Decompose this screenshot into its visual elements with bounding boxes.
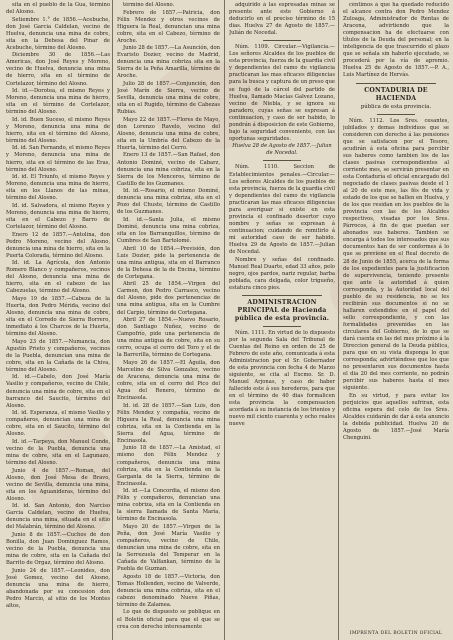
mine-entry: Mayo 22 de 1857.—Flores de Mayo, don Lorenzo Ravelo, vecino del Alosno, denuncia una mina de cobre, sita en la Umbría del Cabezo de la Huerta, término del Cerro. [117, 116, 220, 151]
separator-rule [263, 40, 301, 41]
section-subheading: pública de esta provincia. [360, 103, 432, 110]
mine-entry: Id. id. La Agrícola, don Antonio Romero Blanco y compañeros, vecinos del Alosno, denuncia una mina de hierro, sita en el cabezo de las Cabezuelas, término del Alosno. [6, 260, 110, 295]
mine-entry: Junio 4 de 1857.—Roman, del Alosno, don José Mesa de Bravo, vecino de Sevilla, denuncia una mina, sita en los Aguanideras, término del Alosno. [6, 467, 110, 502]
mine-entry: Id. id.—La Concordia, el mismo don Félix y compañeros, denuncian una mina cobriza, sita en la Contienda en la sierra llamada de Santa María, término de Encinasola. [117, 488, 220, 523]
mine-entry: Id. id. Salvadora, el mismo Reyes y Moreno, denuncia una mina de hierro, sita en el Cabezo y Barro de Cortelazor, término del Alosno. [6, 202, 110, 230]
column-rule [224, 0, 225, 640]
mine-entry: Enero 12 de 1857.—Antolina, don Pedro Moreno, vecino del Alosno, denuncia una mina de hierro, sita en la Puerta Colorada, término del Alosno. [6, 231, 110, 259]
column-3 [229, 2, 335, 634]
mine-entry: Febrero de 1857.—Patricia, don Félix Mendez y otros vecinos de Higuera la Real, denuncian una mina cobre, sita en el Cabezo, término de Aroche. [117, 9, 220, 44]
separator-rule [377, 114, 415, 115]
mine-entry: Junio 8 de 1857.—Cuchos de don Bonilla, don Juan Dominguez Ramos, vecino de la Puebla, denuncia una mina de cobre, sita en la Cañada del Barrito de Orgaz, término del Alosno. [6, 531, 110, 567]
column-rule [112, 0, 113, 640]
notice-1109-date: Huelva 28 de Agosto de 1857.—Julian de Nocedal. [232, 143, 332, 157]
separator-rule [242, 295, 322, 296]
closing-paragraph: Lo que de dispuesto se publique en el Boletín oficial para que el que se crea con derecho interesamente [117, 609, 220, 630]
closing-paragraph: adquirido á las espresadas minas se presente ante este Gobierno á deducirlo en el preciso término de 15 dias. Huelva 27 de Agosto de 1857.—Julián de Nocedal. [229, 2, 335, 37]
mine-entry: Id. id. San Antonio, don Narciso Garcia Caldelan, vecino de Huelva, denuncia una mina, situada en el sitio del Malabrán, término del Alosno. [6, 503, 110, 531]
mine-entry: Id. id.—Santa Julia, el mismo Dominé, denuncia una mina cobriza, sita en los Barranquillos, término de Cumbres de San Bartolomé. [117, 216, 220, 245]
mine-entry: Id. id. Buen Suceso, el mismo Reyes y Moreno, denuncia una mina de hierro, sita en el término del Alosno, término del Alosno. [6, 116, 110, 144]
column-4 [343, 2, 449, 634]
mine-entry: Julio 28 de 1857.—Conjunción, don José Marín de Sierra, vecino de Sevilla, denuncia una mina de cobre, sita en el Rugido, término de Cabezas Rubias. [117, 81, 220, 116]
mine-entry: Abril 27 de 1854.—Nuevo Rosario, don Santiago Nuñez, vecino de Campofrío, pide una pertenencia de una mina antigua de cobre, sita en su cerro, ocupa el cerro del Toro y el de la Barrerilla, término de Cortegana. [117, 317, 220, 359]
mine-entry: Agosto 18 de 1857.—Victoria, don Tomas Hollenden, vecino de Valverde, denuncia una mina cobriza, sita en el cabezo denominado Nueve Piñas, término de Zalamea. [117, 573, 220, 608]
separator-rule [356, 83, 436, 84]
mine-entry: Junio 28 de 1857.—La Asunción, don Evaristo Dozier, vecino de Madrid, denuncia una mina cobriza sita en la Sierra de la Peña Amarilla, término de Aroche. [117, 45, 220, 80]
column-1 [6, 2, 110, 634]
mine-entry: sita en el pueblo de la Gua, término del Alosno. [6, 2, 110, 16]
mine-entry: Mayo 26 de 1857.—El Águila, don Marcelino de Silva Gonzalez, vecino de Aracena, denuncia una mina de cobre, sita en el cerro del Pico del Agua del Renero, término de Encinasola. [117, 359, 220, 402]
mine-entry: Id. id.—Tarpeya, don Manuel Conde, vecino de la Puebla, denuncia una mina de cobre, sita en el Lagunazo, término del Alosno. [6, 438, 110, 466]
notice-1110: Núm. 1110. Seccion de Establecimientos penales.—Circular.—Los señores Alcaldes de los pueblos de esta provincia, fuerza de la guardia civil y dependientes del ramo de vigilancia practicaran las mas eficaces diligencias para averiguar si existe en esta provincia el confinado desertor cuyo nombre y señas se expresan á continuacion; cuidando de remitirlo á mi autoridad caso de ser habido. Huelva 29 de Agosto de 1857.—Julian de Nocedal. [229, 164, 335, 256]
column-2 [117, 2, 220, 634]
mine-entry: Abril 25 de 1854.—Virgen del Carmen, don Pedro Carrasco, vecino del Alosno, pide dos pertenencias de una mina antigua, sita en la Cumbre del Carpio, término de Cortegana. [117, 281, 220, 316]
separator-rule [263, 160, 301, 161]
mine-entry: Mayo 20 de 1857.—Virgen de la Peña, don José María Vasilio y compañeros, vecino de Chile, denuncian una mina de cobre, sita en la Serrezuela del Temperar en la Cañada de Valfankan, término de la Puebla de Guzman. [117, 523, 220, 573]
mine-entry: Junio 18 de 1857.—La Amistad, el mismo don Félix Mendez y compañeros, denuncia una mina cobriza, sita en la Contienda en la Garganta de la Sierra, término de Encinasola. [117, 445, 220, 487]
section-heading-contaduria: CONTADURIA DE HACIENDA [364, 86, 428, 102]
mine-entry: Junio 24 de 1857.—Leonides, don José Gomez, vecino del Alosno, denuncia una mina de hierro, abandonada por su concesion don Pedro Marcio, al sitio de los Montes altos, [6, 567, 110, 609]
mine-entry: Diciembre 30 de 1856.—Las Americas, don José Reyes y Moreno, vecino de Huelva, denuncia una mina de hierro, sita en el término de Cortelazor, término del Alosno. [6, 52, 110, 87]
notice-1111: Núm. 1111. En virtud de lo dispuesto por la segunda Sala del Tribunal de Cuentas del Reino en orden de 25 de Febrero de este año, comunicada á esta Administracion por el Sr. Gobernador de esta provincia con fecha 4 de Marzo siguiente, se cita al Excmo. Sr. D. Manuel Arjonas, y caso de haber fallecido este á sus herederos, para que en el término de 40 dias formalicen esta provincia la compensacion acordada á su instancia de los trienios y nuevo mil ciento cuarenta y ocho reales nueve [229, 329, 335, 428]
mine-entry: Mayo 19 de 1857.—Cabeza de la Huerta, don Pedro Mérida, vecino del Alosno, denuncia una mina de cobre, sita en el Corredo de Sierra Borrero, inmediato á los Charcos de la Huerta, término del Alosno. [6, 295, 110, 338]
mine-entry: Id. id. Esperanza, el mismo Vasilio y compañeros, denuncian una mina de cobre, sita en el Saucito, término del Alosno. [6, 410, 110, 438]
mine-entry: Enero 13 de 1857.—San Rafael, don Antonio Dominé, vecino de Cabarz, denuncia una mina cobriza, sita en la Sierra de los Menceros, término de Castillo de los Guzmanes. [117, 152, 220, 187]
mine-entry: Id. id.—Dorotea, el mismo Reyes y Moreno, denuncia una mina de hierro, sita en el término de Cortelazor, término del Alosno. [6, 88, 110, 116]
mine-entry: Abril 10 de 1854.—Previsión, don Luis Dozier, pide la pertenencia de una mina antigua, sita en el Barranco de la Dehesa de la de Encina, término de Cortegana. [117, 245, 220, 280]
mine-entry: Mayo 23 de 1857.—Numancia, don Agustín Prieto y compañeros, vecinos de la Puebla, denuncian una mina de cobre, sita en la Cañada de la Chiva, término del Alosno. [6, 338, 110, 373]
mine-entry: Id. id. San Fernando, el mismo Reyes y Moreno, denuncia una mina de hierro, sita en el término de las Eras, término del Alosno. [6, 145, 110, 173]
notice-1109: Núm. 1109. Circular.—Vigilancia.—Los señores Alcaldes de los pueblos de esta provincia, fuerza de la guardia civil y dependientes del ramo de vigilancia practicaran las mas eficaces diligencias para la busca y captura de un preso que se fugó de la cárcel del partido de Huelva, llamado Macías Galvez Lozano, vecino de Niebla, y se ignora su paradero, cuyas señas se espresan á continuacion, y caso de ser habido, lo pondrán á disposicion de este Gobierno, bajo la seguridad conveniente, con las oportunas seguridades. [229, 44, 335, 142]
section-heading-administracion: ADMINISTRACION PRINCIPAL de Hacienda pública de esta provincia. [234, 298, 330, 322]
convict-description: Nombre y señas del confinado. Manuel Real Duarte, edad 33 años, pelo negro, ojos pardos, nariz regular, barba poblada, cara delgada, color trigueño, estatura cinco pies. [229, 256, 335, 291]
mine-entry: término del Alosno. [123, 2, 175, 8]
mine-entry: Id. id.—Rosario, el mismo Dominé, denuncia una mina cobriza, sita en el Pozo del Chuste, término de Castillo de los Guzmanes. [117, 188, 220, 216]
column-rule [338, 0, 339, 640]
mine-entry: Id. id. El Triunfo, el mismo Reyes y Moreno, denuncia una mina de hierro, sita en los Llanos de las minas, término del Alosno. [6, 174, 110, 202]
mine-entry: Id. id. 28 de 1857.—San Luis, don Félix Mendez y compañía, vecino de Higuera la Real, denuncia una mina cobriza, sita en la Contienda en la Sierra del Agua, término de Encinasola. [117, 402, 220, 444]
printer-imprint: IMPRENTA DEL BOLETIN OFICIAL [349, 631, 443, 636]
separator-rule [263, 326, 301, 327]
notice-1112: Núm. 1112. Los Sres. cesantes, jubilados y demas individuos que se consideren con derecho á las pensiones que se satisfacen por el Tesoro, acudirán á esta oficina para percibir sus haberes como tambien los de las clases pasivas correspondientes al corriente mes, se servirán presentar en esta Contaduría el oficial encargado del negociado de clases pasivas desde el 1 al 20 de este mes, las fés de vida y estado de los que se hallen en Huelva, y de los que residan en los pueblos de la provincia con las de los Alcaldes respectivos, visadas por los Sres. Párrocos, á fin de que puedan ser abonados sus haberes. Tambien se encarga á todos los interesados que sus documentos han de ser conformes á lo que se previene en el Real decreto de 28 de Junio de 1855, acerca de la forma de los expedientes para la justificacion de supervivencia, teniendo presente que ante la autoridad á quien corresponda, y la Autoridad local del pueblo de su residencia, no se les recibirán sus documentos si no se hallaren extendidos en el papel del sello correspondiente, y con las formalidades prevenidas en las circulares del Gobierno, de lo que se dará cuenta en las del mes próximo á la Direccion general de la Deuda pública, para que en su vista disponga lo que corresponda; advirtiéndose que los que no presentaren sus documentos hasta el dia 20 del mes corriente, no podrán percibir sus haberes hasta el mes siguiente. [343, 117, 449, 392]
mine-entry: Setiembre 1.° de 1856.—Acebuche, don José Garcia Caldelan, vecino de Huelva, denuncia una mina de cobre, sita en la Dehesa del Pinar de Acebuche, término del Alosno. [6, 16, 110, 51]
notice-1112-closing: En su virtud, y para evitar los perjuicios que aquellos sufriran, esta oficina espera del celo de los Sres. Alcaldes cuidarán de dar á esta anuncio la debida publicidad. Huelva 20 de Agosto de 1857.—José María Chenguini. [343, 392, 449, 442]
notice-1111-continued: céntimos á que ha quedado reducido el alcance contra don Pedro Mendez Zuloaga, Administrador de Rentas de Aracena, advirtiendo que la compensacion ha de efectuarse con títulos de la Deuda del personal; en la inteligencia de que trascurrido el plazo que se señala sin haberlo ejecutado, se procederá por la vía de apremio. Huelva 25 de Agosto de 1857.—P. A., Luis Martínez de Hervás. [343, 2, 449, 79]
mine-entry: Id. id.—Cabelo, don José María Vasilio y compañeros, vecino de Chile, denuncia una mina de cobre, sita en el barranco del Saucito, término del Alosno. [6, 374, 110, 409]
